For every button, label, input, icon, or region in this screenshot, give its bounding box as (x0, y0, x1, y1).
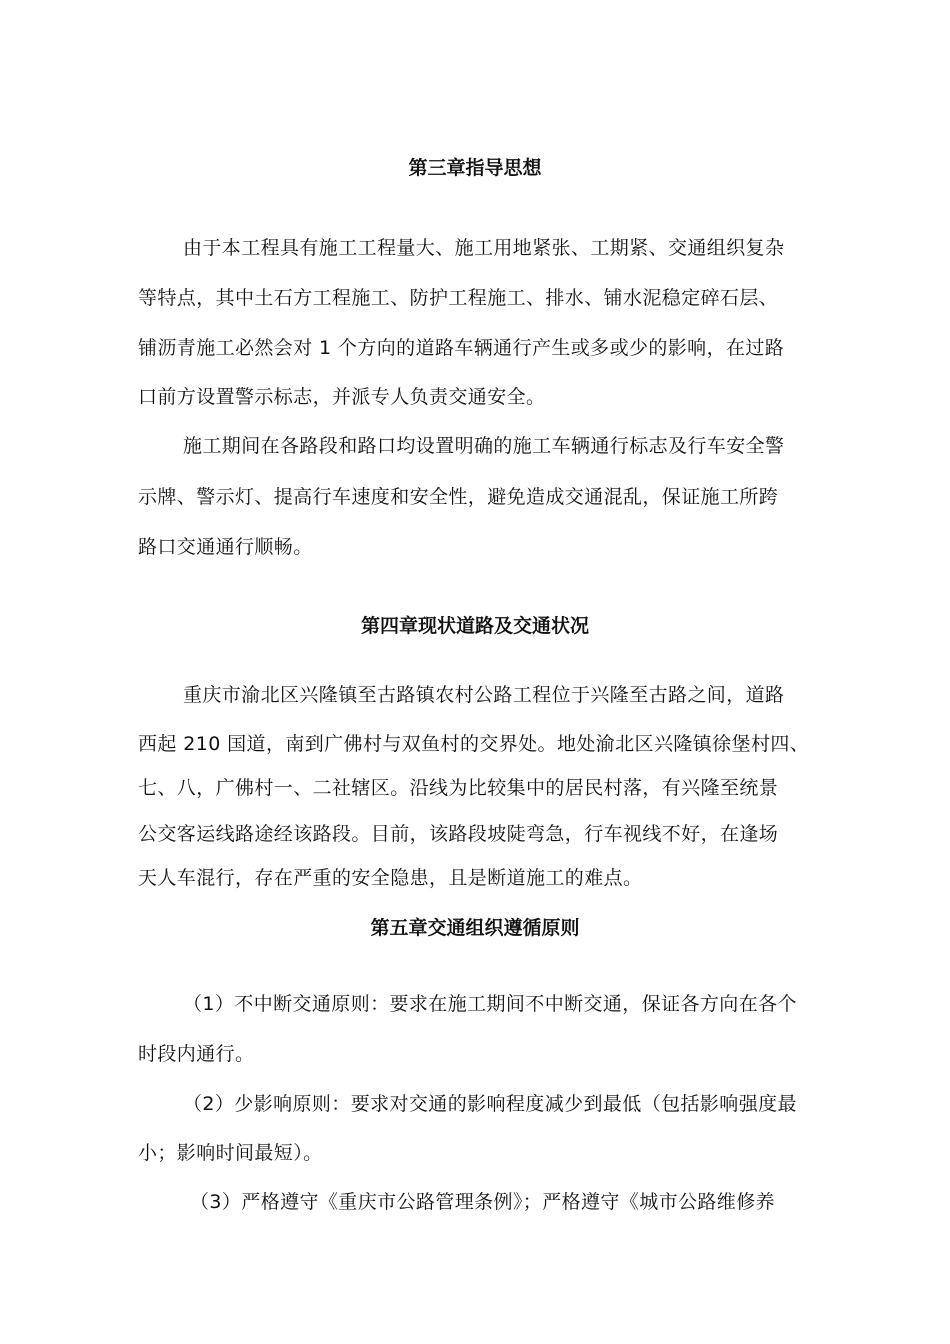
chapter-4-para-1-line-1: 重庆市渝北区兴隆镇至古路镇农村公路工程位于兴隆至古路之间，道路 (183, 684, 785, 706)
chapter-3-para-2-line-1: 施工期间在各路段和路口均设置明确的施工车辆通行标志及行车安全警 (183, 435, 785, 457)
chapter-3-para-2-line-2: 示牌、警示灯、提高行车速度和安全性，避免造成交通混乱，保证施工所跨 (138, 486, 779, 508)
chapter-3-heading: 第三章指导思想 (408, 157, 542, 179)
chapter-5-item-3-line-1: （3）严格遵守《重庆市公路管理条例》；严格遵守《城市公路维修养 (190, 1191, 775, 1213)
chapter-5-item-2-line-2: 小；影响时间最短）。 (138, 1142, 323, 1164)
chapter-3-para-1-line-4: 口前方设置警示标志，并派专人负责交通安全。 (138, 386, 546, 408)
chapter-5-item-2-line-1: （2）少影响原则：要求对交通的影响程度减少到最低（包括影响强度最 (183, 1093, 797, 1115)
chapter-4-para-1-line-2: 西起 210 国道，南到广佛村与双鱼村的交界处。地处渝北区兴隆镇徐堡村四、 (138, 733, 810, 755)
chapter-5-item-1-line-1: （1）不中断交通原则：要求在施工期间不中断交通，保证各方向在各个 (183, 993, 797, 1015)
chapter-3-para-1-line-3: 铺沥青施工必然会对 1 个方向的道路车辆通行产生或多或少的影响，在过路 (138, 337, 785, 359)
chapter-3-para-1-line-2: 等特点，其中土石方工程施工、防护工程施工、排水、铺水泥稳定碎石层、 (138, 287, 779, 309)
chapter-5-heading: 第五章交通组织遵循原则 (370, 917, 580, 939)
chapter-5-item-1-line-2: 时段内通行。 (138, 1043, 255, 1065)
chapter-3-para-1-line-1: 由于本工程具有施工工程量大、施工用地紧张、工期紧、交通组织复杂 (183, 237, 785, 259)
chapter-4-para-1-line-4: 公交客运线路途经该路段。目前，该路段坡陡弯急，行车视线不好，在逢场 (138, 823, 779, 845)
chapter-4-para-1-line-3: 七、八，广佛村一、二社辖区。沿线为比较集中的居民村落，有兴隆至统景 (138, 777, 779, 799)
chapter-4-heading: 第四章现状道路及交通状况 (360, 615, 589, 637)
chapter-4-para-1-line-5: 天人车混行，存在严重的安全隐患，且是断道施工的难点。 (138, 867, 643, 889)
chapter-3-para-2-line-3: 路口交通通行顺畅。 (138, 536, 313, 558)
